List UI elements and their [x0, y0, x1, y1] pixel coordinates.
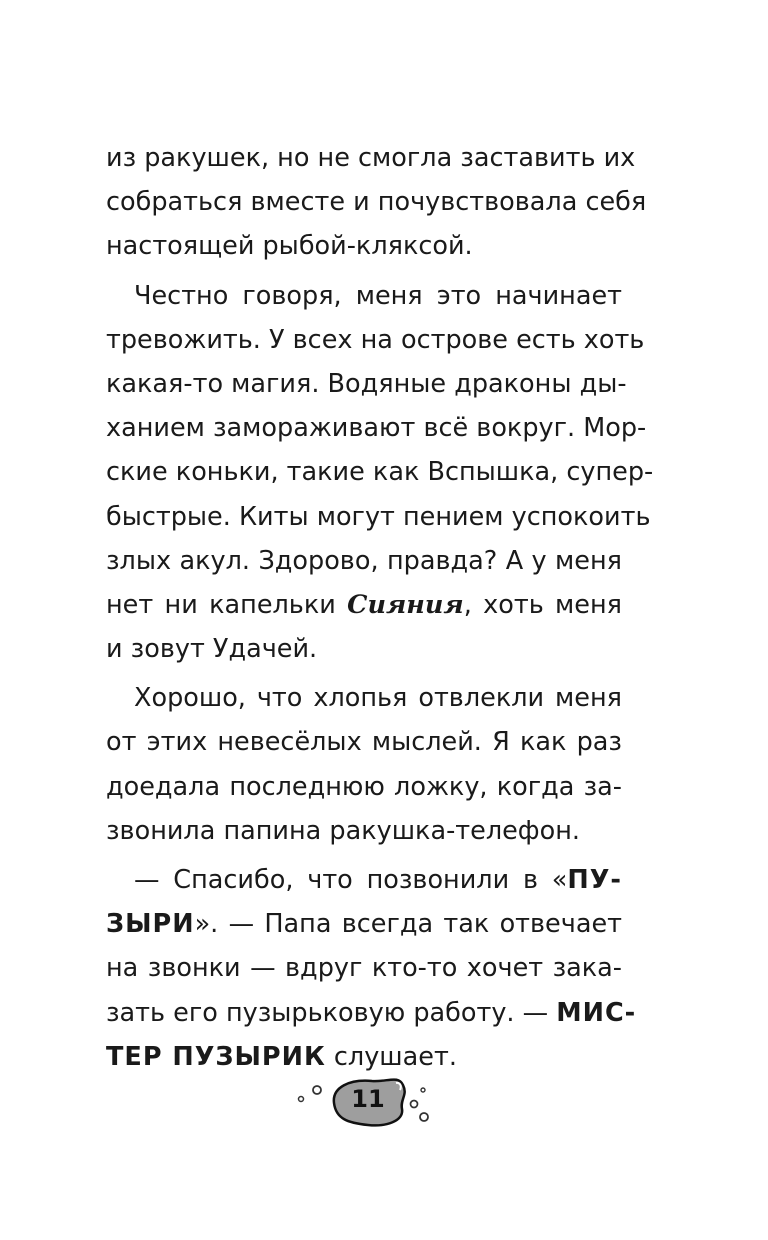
text-fragment: нет ни капельки [106, 589, 348, 620]
text-line: какая-то магия. Водяные драконы ды- [106, 368, 627, 399]
text-line: Хорошо, что хлопья отвлекли меня [134, 683, 622, 714]
text-line: на звонки — вдруг кто-то хочет зака- [106, 953, 622, 984]
text-line: собраться вместе и почувствовала себя [106, 187, 647, 218]
text-line [106, 583, 622, 627]
text-line: доедала последнюю ложку, когда за- [106, 771, 622, 802]
page-number: 11 [351, 1085, 385, 1113]
text-fragment: , хоть меня [463, 589, 622, 620]
text-line: настоящей рыбой-кляксой. [106, 231, 473, 262]
text-line [106, 991, 637, 1035]
text-line: из ракушек, но не смогла заставить их [106, 143, 636, 173]
text-line [106, 902, 622, 946]
text-line: тревожить. У всех на острове есть хоть [106, 324, 645, 355]
emphasis-word: Сияния [347, 589, 464, 620]
text-line: злых акул. Здорово, правда? А у меня [106, 545, 622, 576]
page-number-badge [290, 1065, 440, 1135]
page-text [106, 136, 654, 1079]
text-line: звонила папина ракушка-телефон. [106, 815, 580, 846]
text-line: Честно говоря, меня это начинает [134, 280, 622, 311]
brand-word: ЗЫРИ [106, 909, 195, 940]
text-line: и зовут Удачей. [106, 634, 318, 665]
name-word: МИС- [556, 997, 637, 1028]
text-line: быстрые. Киты могут пением успокоить [106, 501, 651, 532]
name-word: ТЕР ПУЗЫРИК [106, 1041, 326, 1072]
text-fragment: зать его пузырьковую работу. — [106, 997, 557, 1028]
text-fragment: ». — Папа всегда так отвечает [194, 909, 622, 940]
text-line: от этих невесёлых мыслей. Я как раз [106, 727, 622, 758]
text-line [106, 858, 622, 902]
text-line: ханием замораживают всё вокруг. Мор- [106, 413, 647, 444]
text-fragment: слушает. [325, 1041, 457, 1072]
text-fragment: — Спасибо, что позвонили в « [134, 865, 568, 895]
text-line: ские коньки, такие как Вспышка, супер- [106, 457, 654, 488]
brand-word: ПУ- [567, 865, 622, 895]
